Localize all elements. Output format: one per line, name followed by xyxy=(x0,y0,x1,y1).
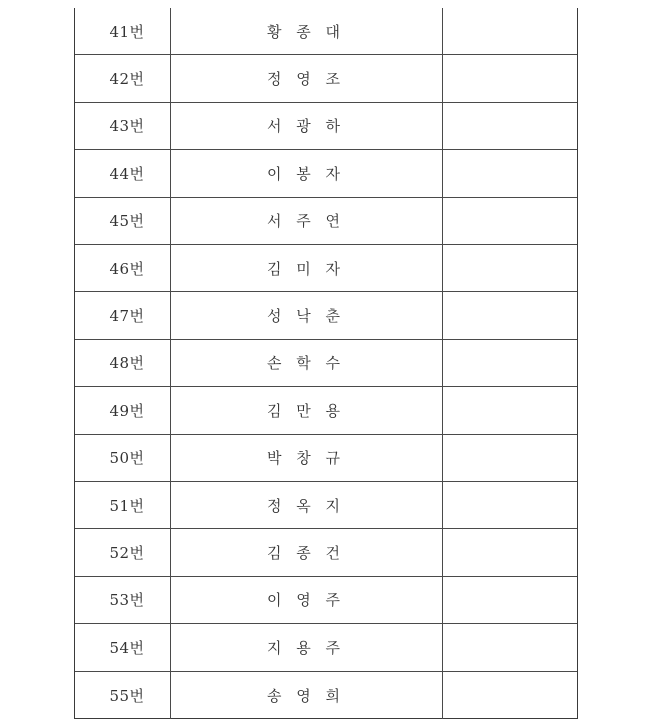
row-note xyxy=(443,150,577,196)
row-note xyxy=(443,624,577,670)
table-row xyxy=(75,387,577,434)
row-note xyxy=(443,8,577,54)
row-note xyxy=(443,577,577,623)
row-number: 54번 xyxy=(109,638,145,657)
table-row xyxy=(75,435,577,482)
row-number: 43번 xyxy=(109,117,145,136)
row-name: 서 주 연 xyxy=(266,212,345,231)
table-row xyxy=(75,198,577,245)
row-number: 44번 xyxy=(109,164,145,183)
row-name: 황 종 대 xyxy=(266,22,345,41)
row-name: 송 영 희 xyxy=(266,686,345,705)
document-page xyxy=(74,8,578,719)
row-note xyxy=(443,482,577,528)
row-note xyxy=(443,292,577,338)
name-table xyxy=(74,8,578,719)
table-row xyxy=(75,55,577,102)
table-row xyxy=(75,482,577,529)
row-name: 김 종 건 xyxy=(266,544,345,563)
table-row xyxy=(75,529,577,576)
row-number: 52번 xyxy=(109,544,145,563)
row-note xyxy=(443,198,577,244)
table-row xyxy=(75,292,577,339)
table-row xyxy=(75,672,577,719)
row-name: 서 광 하 xyxy=(266,117,345,136)
row-number: 46번 xyxy=(109,259,145,278)
row-number: 42번 xyxy=(109,70,145,89)
table-row xyxy=(75,245,577,292)
row-note xyxy=(443,387,577,433)
row-note xyxy=(443,435,577,481)
row-number: 45번 xyxy=(109,212,145,231)
row-number: 41번 xyxy=(109,22,145,41)
row-note xyxy=(443,103,577,149)
table-row xyxy=(75,8,577,55)
row-note xyxy=(443,672,577,719)
row-number: 53번 xyxy=(109,591,145,610)
row-note xyxy=(443,529,577,575)
table-row xyxy=(75,103,577,150)
row-name: 이 봉 자 xyxy=(266,164,345,183)
row-name: 이 영 주 xyxy=(266,591,345,610)
row-name: 김 미 자 xyxy=(266,259,345,278)
row-number: 48번 xyxy=(109,354,145,373)
table-row xyxy=(75,577,577,624)
row-number: 49번 xyxy=(109,401,145,420)
row-name: 정 영 조 xyxy=(266,70,345,89)
row-name: 성 낙 춘 xyxy=(266,307,345,326)
table-row xyxy=(75,150,577,197)
row-number: 51번 xyxy=(109,496,145,515)
row-number: 55번 xyxy=(109,686,145,705)
row-name: 지 용 주 xyxy=(266,638,345,657)
row-name: 박 창 규 xyxy=(266,449,345,468)
row-number: 47번 xyxy=(109,307,145,326)
table-row xyxy=(75,340,577,387)
row-number: 50번 xyxy=(109,449,145,468)
row-note xyxy=(443,55,577,101)
row-name: 손 학 수 xyxy=(266,354,345,373)
row-name: 정 옥 지 xyxy=(266,496,345,515)
row-note xyxy=(443,340,577,386)
row-note xyxy=(443,245,577,291)
table-row xyxy=(75,624,577,671)
row-name: 김 만 용 xyxy=(266,401,345,420)
